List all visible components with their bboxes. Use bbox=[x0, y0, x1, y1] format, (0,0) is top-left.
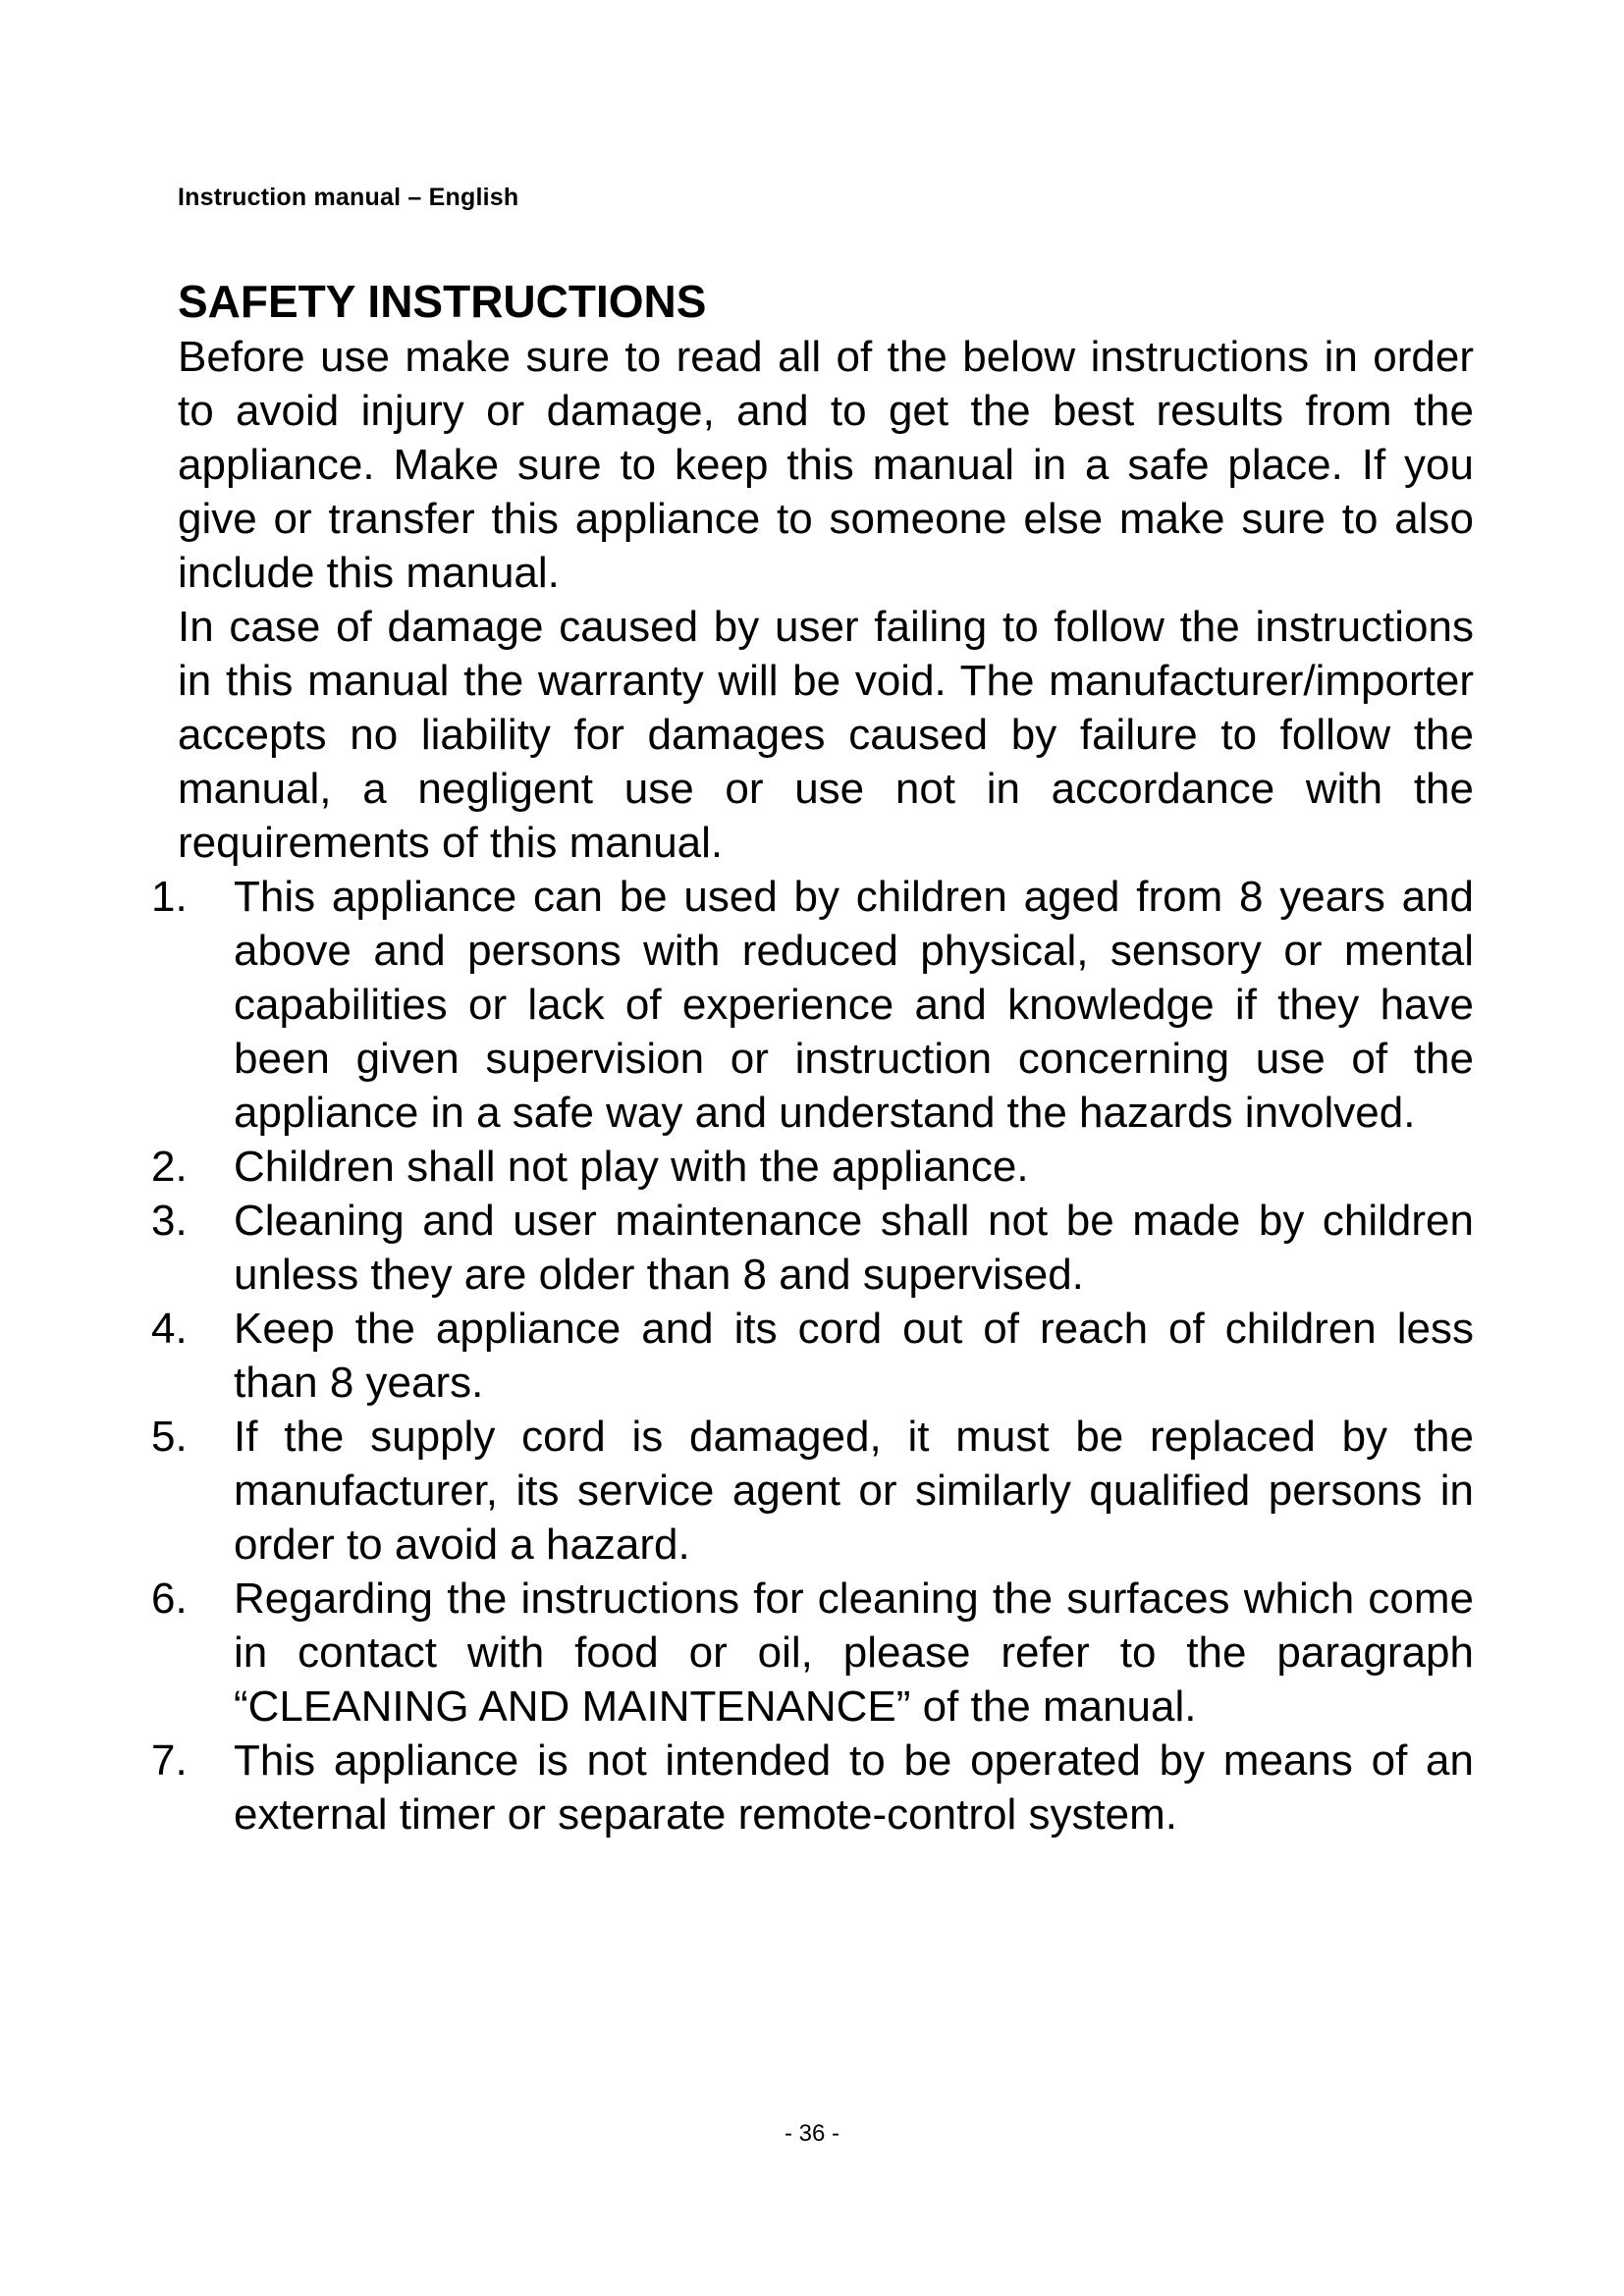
list-item-number: 4. bbox=[151, 1305, 188, 1353]
list-item-text: This appliance is not intended to be operated by means of an external timer or separate remote-control system. bbox=[234, 1736, 1474, 1839]
list-item bbox=[151, 1194, 1474, 1302]
intro-paragraph-1: Before use make sure to read all of the below instructions in order to avoid injury or damage, and to get the best results from the appliance. Make sure to keep this manual in a safe place. If you give or transfer this appliance to someone else make sure to also include this manual. bbox=[178, 333, 1474, 597]
list-item-number: 7. bbox=[151, 1736, 188, 1785]
running-header: Instruction manual – English bbox=[178, 184, 519, 211]
list-item bbox=[151, 870, 1474, 1140]
list-item-number: 5. bbox=[151, 1413, 188, 1461]
list-item-text: Children shall not play with the appliance. bbox=[234, 1143, 1029, 1191]
section-title: SAFETY INSTRUCTIONS bbox=[178, 276, 707, 327]
list-item bbox=[151, 1572, 1474, 1734]
list-item bbox=[151, 1734, 1474, 1842]
list-item-number: 1. bbox=[151, 873, 188, 921]
list-item-text: Cleaning and user maintenance shall not be made by children unless they are older than 8 and supervised. bbox=[234, 1197, 1474, 1299]
safety-list bbox=[151, 870, 1474, 1842]
list-item-number: 6. bbox=[151, 1575, 188, 1623]
list-item bbox=[151, 1302, 1474, 1410]
list-item-text: This appliance can be used by children aged from 8 years and above and persons with reduced physical, sensory or mental capabilities or lack of experience and knowledge if they have been given supervision or instruction concerning use of the appliance in a safe way and understand the hazards involved. bbox=[234, 873, 1474, 1137]
intro-paragraph-2: In case of damage caused by user failing to follow the instructions in this manual the warranty will be void. The manufacturer/importer accepts no liability for damages caused by failure to follow the manual, a negligent use or use not in accordance with the requirements of this manual. bbox=[178, 603, 1474, 867]
list-item bbox=[151, 1140, 1474, 1194]
list-item-number: 3. bbox=[151, 1197, 188, 1245]
list-item-number: 2. bbox=[151, 1143, 188, 1191]
list-item bbox=[151, 1410, 1474, 1572]
page-number: - 36 - bbox=[784, 2120, 839, 2147]
list-item-text: Keep the appliance and its cord out of reach of children less than 8 years. bbox=[234, 1305, 1474, 1407]
list-item-text: Regarding the instructions for cleaning the surfaces which come in contact with food or oil, please refer to the paragraph “CLEANING AND MAINTENANCE” of the manual. bbox=[234, 1575, 1474, 1731]
page-content bbox=[151, 273, 1474, 1842]
list-item-text: If the supply cord is damaged, it must be replaced by the manufacturer, its service agent or similarly qualified persons in order to avoid a hazard. bbox=[234, 1413, 1474, 1569]
